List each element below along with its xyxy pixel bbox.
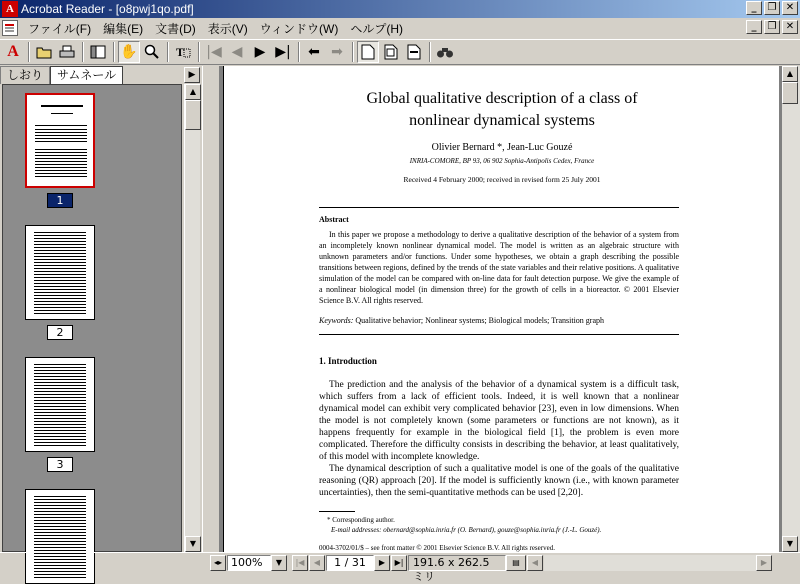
window-title: Acrobat Reader - [o8pwj1qo.pdf] (21, 2, 194, 16)
status-next-page-icon[interactable]: ▶ (374, 555, 390, 571)
thumbnail-label[interactable]: 1 (47, 193, 73, 208)
split-icon[interactable]: ◂▸ (210, 555, 226, 571)
fit-page-icon[interactable] (380, 41, 402, 63)
menu-bar (0, 18, 800, 38)
title-bar (0, 0, 800, 18)
zoom-dropdown-icon[interactable]: ▼ (271, 555, 287, 571)
status-first-page-icon[interactable]: |◀ (292, 555, 308, 571)
tab-thumbnails[interactable]: サムネール (50, 66, 123, 84)
document-view[interactable] (220, 66, 782, 552)
zoom-tool-icon[interactable] (141, 41, 163, 63)
print-icon[interactable] (56, 41, 78, 63)
doc-scroll-thumb[interactable] (782, 82, 798, 104)
restore-button[interactable]: ❐ (764, 1, 780, 15)
document-icon[interactable] (2, 20, 18, 36)
menu-help[interactable]: ヘルプ(H) (350, 21, 404, 36)
scroll-thumb[interactable] (185, 100, 201, 130)
hand-tool-icon[interactable]: ✋ (118, 41, 140, 63)
menu-window[interactable]: ウィンドウ(W) (259, 21, 339, 36)
paper-received: Received 4 February 2000; received in revised form 25 July 2001 (403, 175, 601, 184)
text-select-icon[interactable] (172, 41, 194, 63)
hscroll-right-icon[interactable]: ▶ (756, 555, 772, 571)
svg-text:T: T (176, 45, 185, 59)
menu-file[interactable]: ファイル(F) (28, 21, 92, 36)
toolbar-separator (28, 42, 30, 62)
menu-edit[interactable]: 編集(E) (103, 21, 144, 36)
paper-title-line-2: nonlinear dynamical systems (409, 112, 595, 129)
close-button[interactable]: ✕ (782, 1, 798, 15)
open-folder-icon[interactable] (33, 41, 55, 63)
thumbnail-page-3[interactable] (25, 357, 95, 452)
rule-top (319, 207, 679, 208)
intro-paragraph-1: The prediction and the analysis of the behavior of a dynamical system is a difficult task, which suffers from a lack of efficient tools. Indeed, it is well known that a nonlinear dynamical model can exhibit very complicated behavior [23], even in low dimensions. When the model is not completely known (some parameters or functions are not known), as it happens frequently for example in the biological field [1], the problem is even more complicated. Therefore the difficulty consists in describing the behavior, at least qualitatively, of this model with incomplete knowledge. (319, 380, 679, 462)
keywords-label: Keywords: (319, 316, 354, 325)
last-page-icon[interactable]: ▶| (275, 44, 291, 60)
tab-bookmarks[interactable]: しおり (0, 66, 50, 84)
paper-affiliation: INRIA-COMORE, BP 93, 06 902 Sophia-Antipolis Cedex, France (409, 157, 595, 165)
status-bar (0, 552, 800, 583)
paper-title-line-1: Global qualitative description of a class of (366, 90, 638, 107)
acrobat-app-icon[interactable]: A (2, 1, 18, 17)
nav-menu-arrow-icon[interactable]: ▶ (184, 67, 200, 83)
page-indicator[interactable]: 1 / 31 (326, 555, 374, 571)
status-prev-page-icon[interactable]: ◀ (309, 555, 325, 571)
abstract-heading: Abstract (319, 215, 349, 224)
doc-minimize-button[interactable]: _ (746, 20, 762, 34)
menu-document[interactable]: 文書(D) (155, 21, 196, 36)
minimize-button[interactable]: _ (746, 1, 762, 15)
keywords-text: Qualitative behavior; Nonlinear systems; Biological models; Transition graph (355, 316, 605, 325)
acrobat-logo-icon[interactable]: A (7, 43, 19, 60)
footnote-rule (319, 511, 355, 512)
paper-authors: Olivier Bernard *, Jean-Luc Gouzé (431, 142, 573, 153)
fit-width-icon[interactable] (403, 41, 425, 63)
thumbnail-page-1[interactable] (25, 93, 95, 188)
intro-paragraph-2: The dynamical description of such a qualitative model is one of the goals of the qualitative reasoning (QR) approach [20]. If the model is sufficiently known (i.e., with known parameter uncertainties), then the semi-quantitative methods can be used [2,20]. (319, 464, 679, 498)
scroll-up-icon[interactable]: ▲ (185, 84, 201, 100)
next-page-icon[interactable]: ▶ (254, 44, 266, 60)
go-back-icon[interactable]: ⬅ (308, 44, 320, 60)
pdf-page (223, 66, 779, 552)
status-last-page-icon[interactable]: ▶| (391, 555, 407, 571)
doc-close-button[interactable]: ✕ (782, 20, 798, 34)
navigation-pane (0, 66, 202, 552)
show-hide-nav-icon[interactable] (87, 41, 109, 63)
thumbnail-label[interactable]: 2 (47, 325, 73, 340)
doc-scroll-up-icon[interactable]: ▲ (782, 66, 798, 82)
page-footer: 0004-3702/01/$ – see front matter © 2001 Elsevier Science B.V. All rights reserved. (319, 544, 555, 552)
prev-page-icon[interactable]: ◀ (231, 44, 243, 60)
toolbar (0, 39, 800, 65)
rule-bottom (319, 334, 679, 335)
go-forward-icon[interactable]: ➡ (331, 44, 343, 60)
page-layout-icon[interactable]: ▤ (506, 555, 526, 571)
hscroll-left-icon[interactable]: ◀ (527, 555, 543, 571)
doc-scroll-down-icon[interactable]: ▼ (782, 536, 798, 552)
scroll-down-icon[interactable]: ▼ (185, 536, 201, 552)
menu-view[interactable]: 表示(V) (207, 21, 248, 36)
doc-restore-button[interactable]: ❐ (764, 20, 780, 34)
keywords (319, 315, 679, 326)
thumbnail-list[interactable] (2, 84, 182, 552)
zoom-field[interactable]: 100% (227, 555, 271, 571)
section-heading: 1. Introduction (319, 356, 377, 366)
document-scrollbar[interactable] (782, 66, 800, 552)
footnote-email: E-mail addresses: obernard@sophia.inria.fr (O. Bernard), gouze@sophia.inria.fr (J.-L. Gouzé). (331, 526, 602, 534)
footnote-corresponding: * Corresponding author. (327, 516, 395, 524)
page-size: 191.6 x 262.5 ミリ (408, 555, 506, 571)
abstract-text: In this paper we propose a methodology to derive a qualitative description of the behavior of a system from an incompletely known nonlinear dynamical model. The model is written as an algebraic structure with unknown parameters and/or functions. Under some hypotheses, we obtain a graph describing the possible transitions between regions, defined by the trends of the state variables and their relative positions. A qualitative simulation of the model can be compared with on-line data for fault detection purpose. We give the example of a nonlinear biological model (in dimension three) for the growth of cells in a bioreactor. © 2001 Elsevier Science B.V. All rights reserved. (319, 230, 679, 305)
first-page-icon[interactable]: |◀ (206, 44, 222, 60)
thumbnail-page-2[interactable] (25, 225, 95, 320)
thumbnail-label[interactable]: 3 (47, 457, 73, 472)
pane-splitter[interactable] (202, 66, 220, 552)
find-icon[interactable] (434, 41, 456, 63)
thumbnail-scrollbar[interactable] (184, 84, 200, 552)
horizontal-scrollbar[interactable] (544, 555, 756, 571)
actual-size-icon[interactable] (357, 41, 379, 63)
